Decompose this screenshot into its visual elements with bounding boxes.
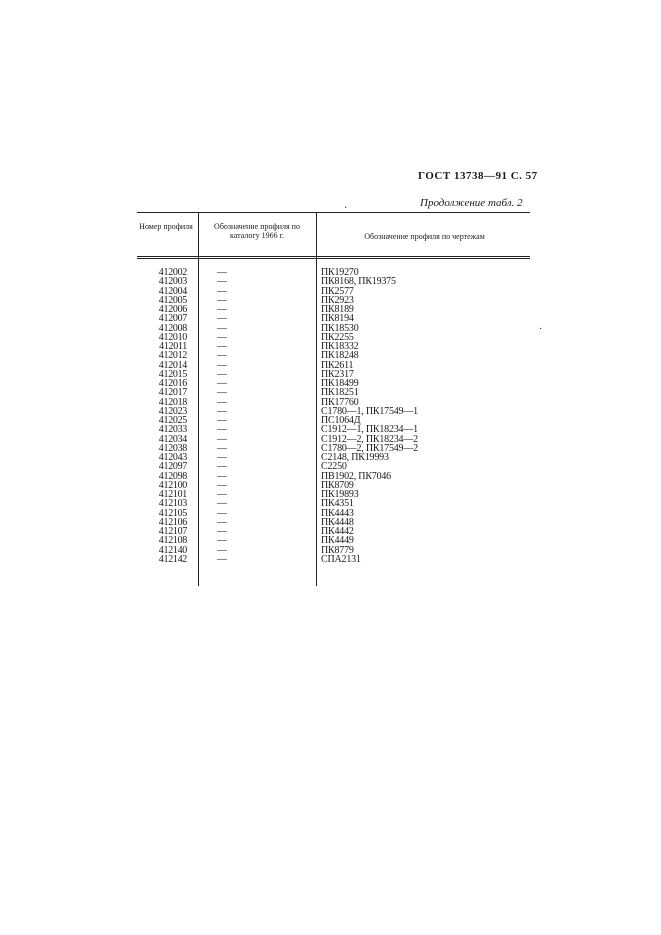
drawing-designation-cell: С1912—2, ПК18234—2 xyxy=(321,433,418,445)
drawing-designation-cell: ПК18499 xyxy=(321,378,359,389)
catalog-cell: — xyxy=(217,544,227,556)
profile-number-cell: 412016 xyxy=(158,378,187,389)
drawing-designation-cell: ПК4449 xyxy=(321,535,354,547)
column-header-profile-number: Номер профиля xyxy=(139,222,193,231)
drawing-designation-cell: ПК18248 xyxy=(321,350,359,362)
profile-number-cell: 412011 xyxy=(159,341,187,352)
catalog-cell: — xyxy=(217,267,227,278)
profile-number-cell: 412142 xyxy=(158,553,187,565)
profile-number-cell: 412010 xyxy=(158,331,187,343)
catalog-cell: — xyxy=(217,479,227,491)
drawing-designation-cell: ПС1064Д xyxy=(321,415,361,426)
profile-number-cell: 412107 xyxy=(158,526,187,537)
catalog-cell: — xyxy=(217,433,227,445)
profile-number-cell: 412017 xyxy=(158,387,187,399)
table-header-rule xyxy=(137,258,530,259)
drawing-designation-cell: С1780—1, ПК17549—1 xyxy=(321,405,418,417)
profile-number-cell: 412018 xyxy=(158,396,187,408)
catalog-cell: — xyxy=(217,387,227,399)
drawing-designation-cell: ПК18251 xyxy=(321,387,359,399)
profile-number-cell: 412100 xyxy=(158,479,187,491)
drawing-designation-cell: ПВ1902, ПК7046 xyxy=(321,470,391,482)
profile-number-cell: 412014 xyxy=(158,359,187,371)
drawing-designation-cell: ПК4443 xyxy=(321,507,354,519)
drawing-designation-cell: ПК8168, ПК19375 xyxy=(321,276,396,288)
column-header-catalog: Обозначение профиля по каталогу 1966 г. xyxy=(214,222,300,240)
catalog-cell: — xyxy=(217,452,227,463)
drawing-designation-cell: ПК8709 xyxy=(321,479,354,491)
drawing-designation-cell: С1780—2, ПК17549—2 xyxy=(321,442,418,454)
profile-number-cell: 412003 xyxy=(158,276,187,288)
catalog-cell: — xyxy=(217,359,227,371)
catalog-cell: — xyxy=(217,378,227,389)
drawing-designation-cell: ПК4351 xyxy=(321,498,354,510)
catalog-cell: — xyxy=(217,304,227,315)
catalog-cell: — xyxy=(217,498,227,510)
profile-number-cell: 412140 xyxy=(158,544,187,556)
catalog-cell: — xyxy=(217,489,227,500)
profile-number-cell: 412103 xyxy=(158,498,187,510)
profile-table xyxy=(137,212,530,586)
catalog-cell: — xyxy=(217,341,227,352)
catalog-cell: — xyxy=(217,405,227,417)
drawing-designation-cell: С2250 xyxy=(321,461,347,473)
profile-number-cell: 412043 xyxy=(158,452,187,463)
catalog-cell: — xyxy=(217,470,227,482)
catalog-cell: — xyxy=(217,350,227,362)
catalog-cell: — xyxy=(217,424,227,436)
drawing-designation-cell: ПК4442 xyxy=(321,526,354,537)
catalog-cell: — xyxy=(217,313,227,325)
drawing-designation-cell: ПК2255 xyxy=(321,331,354,343)
drawing-designation-cell: СПА2131 xyxy=(321,553,361,565)
profile-number-cell: 412097 xyxy=(158,461,187,473)
profile-number-cell: 412038 xyxy=(158,442,187,454)
catalog-cell: — xyxy=(217,331,227,343)
table-header-rule xyxy=(137,256,530,257)
catalog-cell: — xyxy=(217,535,227,547)
table-row xyxy=(137,555,530,564)
profile-number-cell: 412034 xyxy=(158,433,187,445)
scan-speck: · xyxy=(344,203,348,214)
profile-number-cell: 412012 xyxy=(158,350,187,362)
drawing-designation-cell: ПК18332 xyxy=(321,341,359,352)
drawing-designation-cell: ПК2611 xyxy=(321,359,354,371)
catalog-cell: — xyxy=(217,516,227,528)
drawing-designation-cell: ПК2923 xyxy=(321,294,354,306)
catalog-cell: — xyxy=(217,461,227,473)
drawing-designation-cell: ПК2317 xyxy=(321,368,354,380)
profile-number-cell: 412015 xyxy=(158,368,187,380)
profile-number-cell: 412005 xyxy=(158,294,187,306)
profile-number-cell: 412004 xyxy=(158,285,187,297)
drawing-designation-cell: ПК18530 xyxy=(321,322,359,334)
drawing-designation-cell: ПК19270 xyxy=(321,267,359,278)
drawing-designation-cell: ПК4448 xyxy=(321,516,354,528)
profile-number-cell: 412098 xyxy=(158,470,187,482)
drawing-designation-cell: С1912—1, ПК18234—1 xyxy=(321,424,418,436)
drawing-designation-cell: ПК8189 xyxy=(321,304,354,315)
catalog-cell: — xyxy=(217,368,227,380)
catalog-cell: — xyxy=(217,507,227,519)
drawing-designation-cell: ПК17760 xyxy=(321,396,359,408)
profile-number-cell: 412006 xyxy=(158,304,187,315)
drawing-designation-cell: ПК8194 xyxy=(321,313,354,325)
profile-number-cell: 412106 xyxy=(158,516,187,528)
catalog-cell: — xyxy=(217,415,227,426)
profile-number-cell: 412108 xyxy=(158,535,187,547)
table-body xyxy=(137,268,530,564)
catalog-cell: — xyxy=(217,553,227,565)
catalog-cell: — xyxy=(217,526,227,537)
catalog-cell: — xyxy=(217,396,227,408)
profile-number-cell: 412023 xyxy=(158,405,187,417)
table-top-rule xyxy=(137,212,530,213)
profile-number-cell: 412101 xyxy=(158,489,187,500)
drawing-designation-cell: ПК2577 xyxy=(321,285,354,297)
catalog-cell: — xyxy=(217,294,227,306)
profile-number-cell: 412007 xyxy=(158,313,187,325)
profile-number-cell: 412033 xyxy=(158,424,187,436)
drawing-designation-cell: ПК8779 xyxy=(321,544,354,556)
catalog-cell: — xyxy=(217,322,227,334)
profile-number-cell: 412002 xyxy=(158,267,187,278)
drawing-designation-cell: ПК19893 xyxy=(321,489,359,500)
drawing-designation-cell: С2148, ПК19993 xyxy=(321,452,389,463)
document-header: ГОСТ 13738—91 С. 57 xyxy=(418,170,538,182)
column-header-drawing: Обозначение профиля по чертежам xyxy=(364,232,485,241)
catalog-cell: — xyxy=(217,276,227,288)
profile-number-cell: 412008 xyxy=(158,322,187,334)
catalog-cell: — xyxy=(217,442,227,454)
table-continuation-label: Продолжение табл. 2 xyxy=(420,197,523,209)
scan-speck: · xyxy=(539,324,543,335)
profile-number-cell: 412105 xyxy=(158,507,187,519)
profile-number-cell: 412025 xyxy=(158,415,187,426)
catalog-cell: — xyxy=(217,285,227,297)
